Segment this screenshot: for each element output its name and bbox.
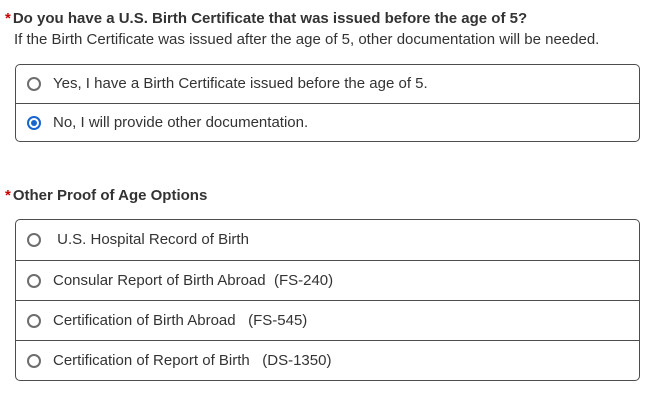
- radio-icon-unselected[interactable]: [27, 233, 41, 247]
- required-asterisk: *: [5, 10, 11, 27]
- radio-icon-unselected[interactable]: [27, 314, 41, 328]
- radio-icon-unselected[interactable]: [27, 77, 41, 91]
- radio-option-certification-report-birth-ds-1350[interactable]: [16, 340, 639, 380]
- required-asterisk: *: [5, 187, 11, 204]
- option-label: Certification of Report of Birth (DS-1350): [53, 351, 332, 369]
- birth-certificate-option-group: [15, 64, 640, 142]
- radio-option-certification-birth-abroad-fs-545[interactable]: [16, 300, 639, 340]
- radio-icon-selected[interactable]: [27, 116, 41, 130]
- question-text: Do you have a U.S. Birth Certificate that was issued before the age of 5?: [12, 10, 528, 27]
- option-label: No, I will provide other documentation.: [53, 113, 309, 131]
- option-label: Yes, I have a Birth Certificate issued before the age of 5.: [53, 75, 428, 92]
- option-label: U.S. Hospital Record of Birth: [53, 231, 249, 248]
- radio-option-no-other-documentation[interactable]: [16, 103, 639, 141]
- option-label: Consular Report of Birth Abroad (FS-240): [53, 271, 334, 289]
- radio-option-consular-report-fs-240[interactable]: [16, 260, 639, 300]
- radio-option-yes-birth-certificate[interactable]: [16, 65, 639, 103]
- radio-icon-unselected[interactable]: [27, 354, 41, 368]
- birth-certificate-help-text: If the Birth Certificate was issued after the age of 5, other documentation will be needed.: [14, 31, 600, 48]
- birth-certificate-question-label: [5, 10, 527, 28]
- other-proof-question-label: [5, 187, 207, 205]
- radio-icon-unselected[interactable]: [27, 274, 41, 288]
- other-proof-option-group: [15, 219, 640, 381]
- question-text: Other Proof of Age Options: [12, 187, 208, 204]
- option-label: Certification of Birth Abroad (FS-545): [53, 311, 308, 329]
- radio-option-us-hospital-record[interactable]: [16, 220, 639, 260]
